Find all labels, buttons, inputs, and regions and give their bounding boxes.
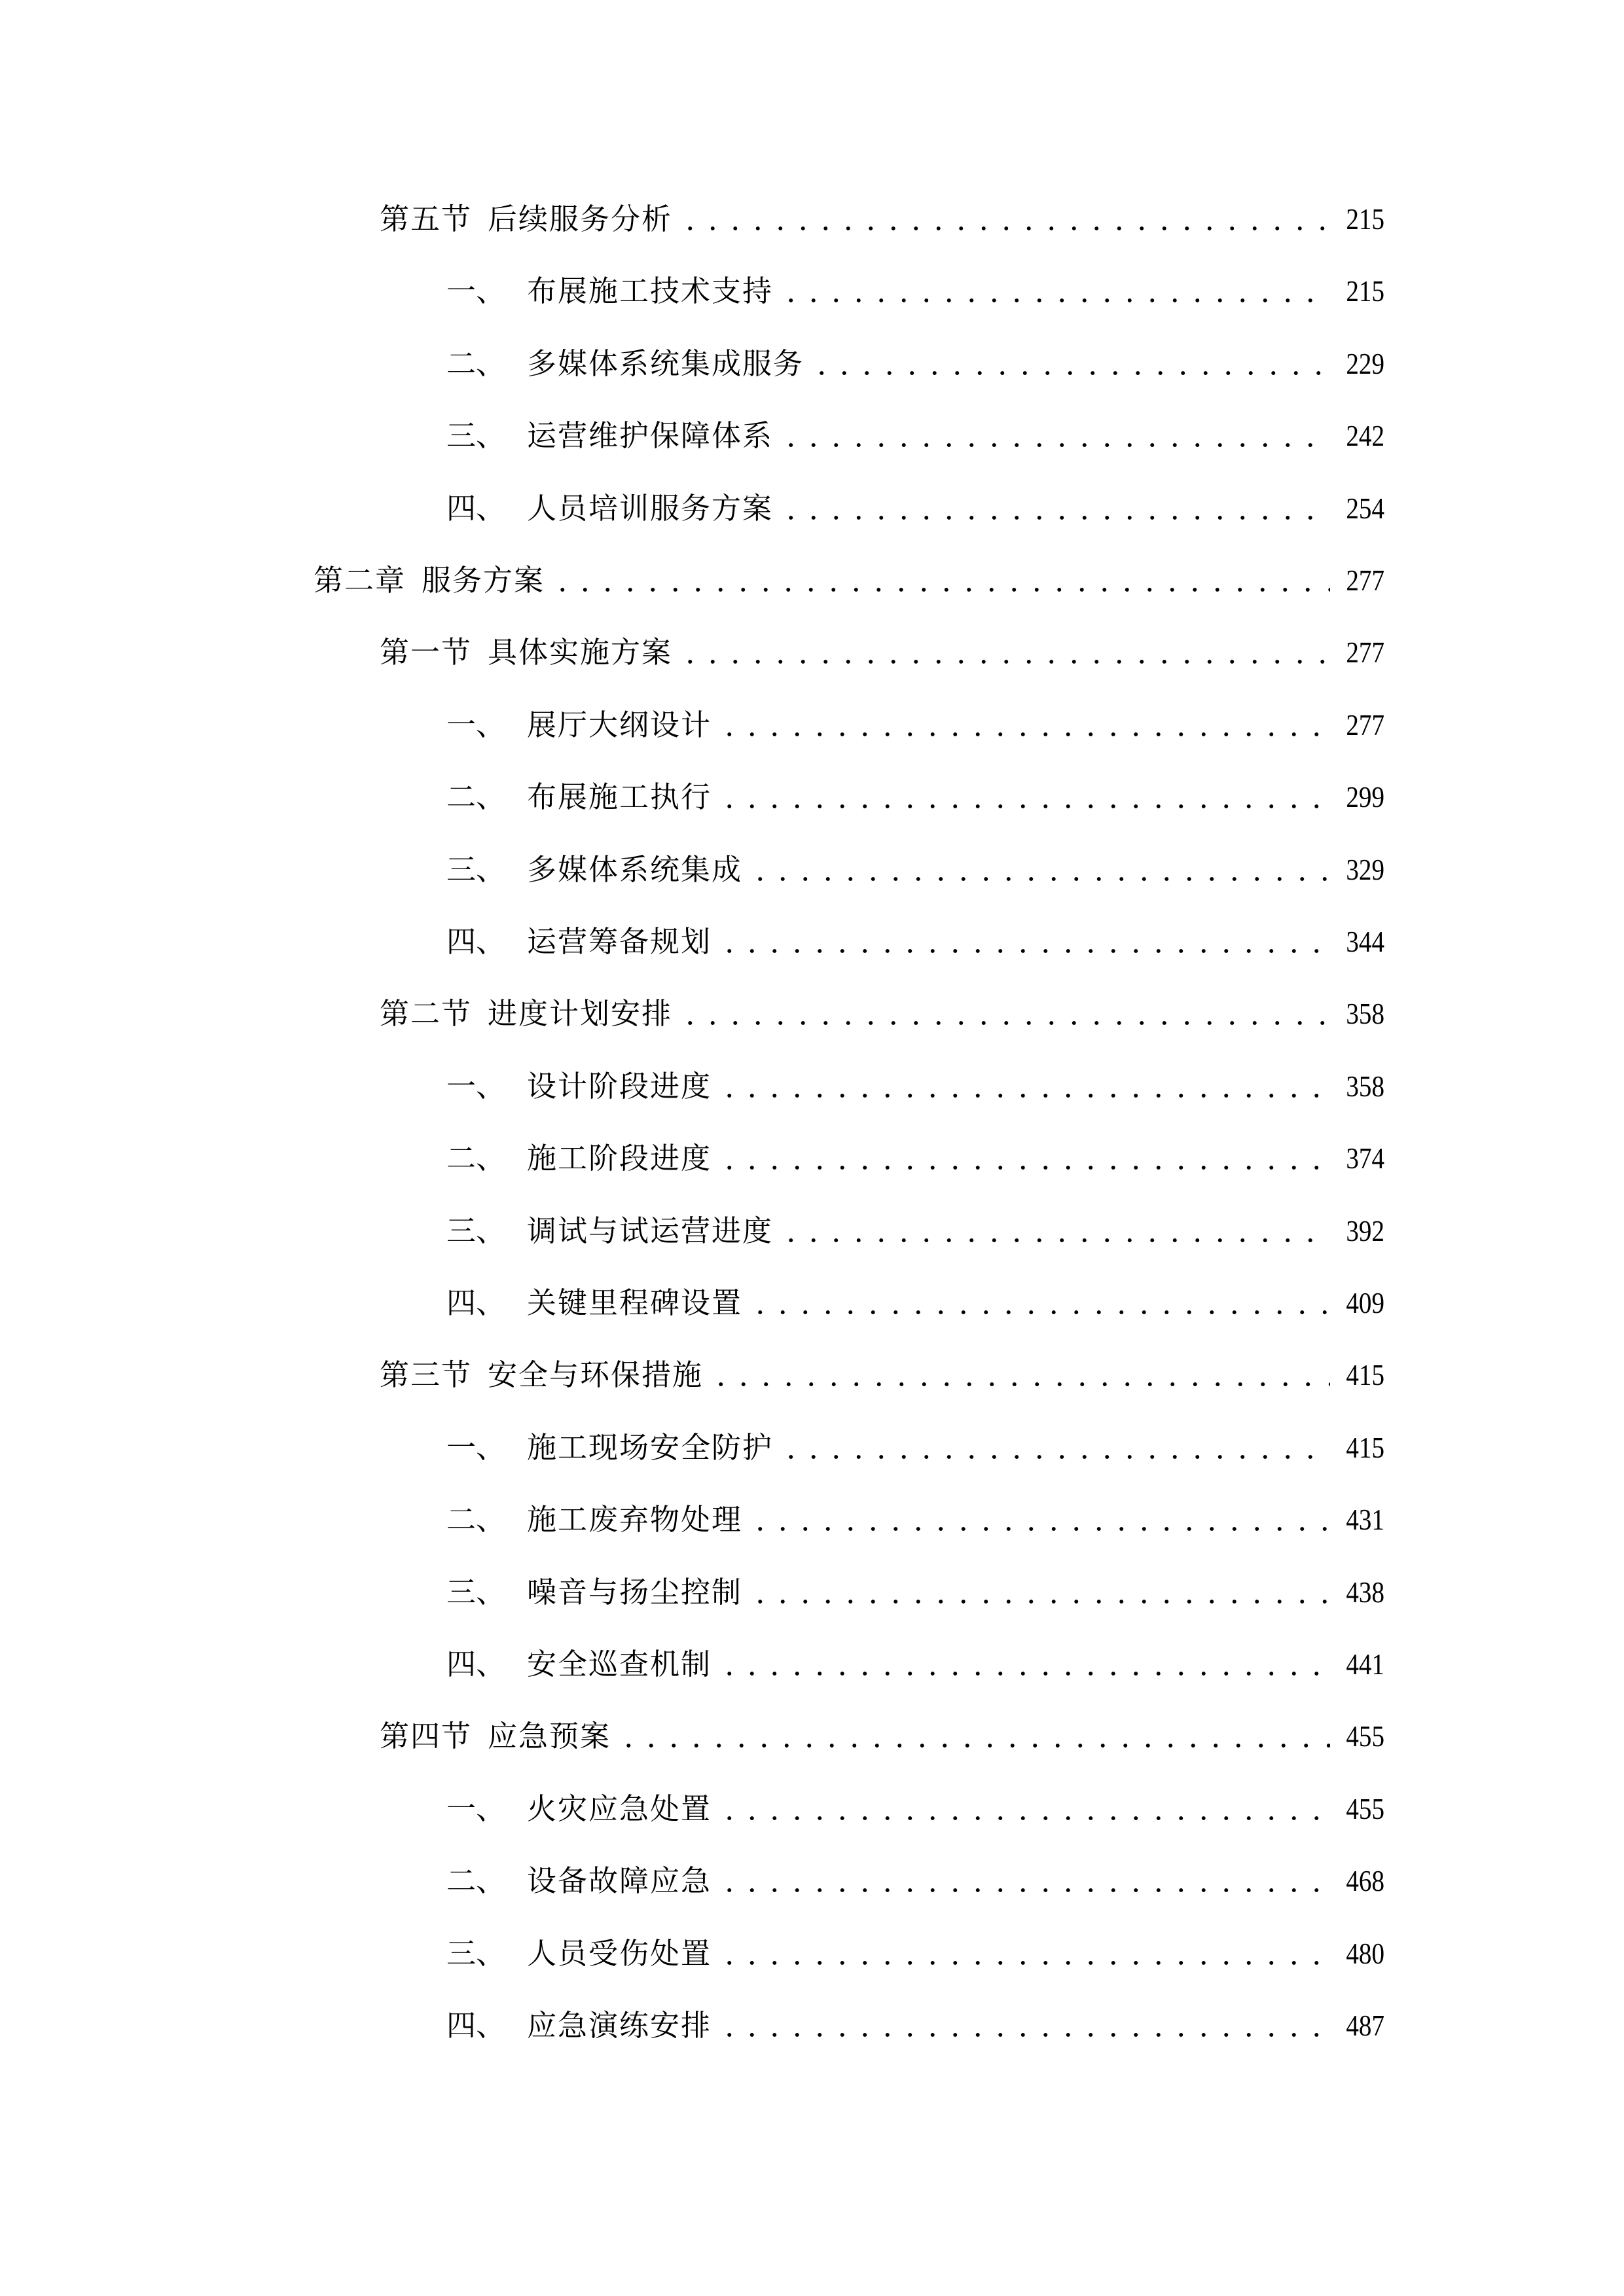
toc-entry-number: 三、 <box>446 1935 506 1971</box>
toc-entry-title: 具体实施方案 <box>488 635 673 670</box>
dot-leader <box>551 560 1330 601</box>
dot-leader <box>780 1210 1330 1252</box>
toc-page-number: 468 <box>1346 1864 1384 1898</box>
dot-leader <box>749 1282 1330 1324</box>
dot-leader <box>718 1138 1330 1179</box>
dot-leader <box>780 488 1330 529</box>
toc-entry-title: 设计阶段进度 <box>527 1068 712 1103</box>
toc-page-number: 415 <box>1346 1430 1384 1464</box>
toc-entry-title: 布展施工技术支持 <box>527 274 774 309</box>
dot-leader <box>780 270 1330 312</box>
toc-page-number: 277 <box>1346 636 1384 670</box>
dot-leader <box>718 1860 1330 1902</box>
toc-entry-number: 二、 <box>446 346 506 381</box>
dot-leader <box>749 849 1330 891</box>
dot-leader <box>718 921 1330 963</box>
dot-leader <box>718 1788 1330 1830</box>
toc-section-entry[interactable] <box>380 632 1384 673</box>
toc-section-entry[interactable] <box>380 1354 1384 1396</box>
toc-page-number: 277 <box>1346 708 1384 742</box>
dot-leader <box>718 2005 1330 2047</box>
toc-page-number: 409 <box>1346 1286 1384 1319</box>
toc-entry-number: 四、 <box>446 1285 506 1320</box>
toc-entry-number: 一、 <box>446 707 506 742</box>
toc-entry-title: 人员受伤处置 <box>527 1935 712 1971</box>
toc-page-number: 415 <box>1346 1358 1384 1392</box>
toc-entry-number: 一、 <box>446 1068 506 1103</box>
toc-item-entry[interactable] <box>446 704 1384 746</box>
toc-page-number: 480 <box>1346 1936 1384 1970</box>
toc-item-entry[interactable] <box>446 1427 1384 1469</box>
toc-entry-number: 一、 <box>446 274 506 309</box>
toc-page-number: 358 <box>1346 1069 1384 1103</box>
toc-entry-title: 施工现场安全防护 <box>527 1429 774 1465</box>
toc-entry-title: 布展施工执行 <box>527 780 712 815</box>
toc-entry-number: 一、 <box>446 1429 506 1465</box>
toc-page-number: 441 <box>1346 1647 1384 1681</box>
toc-entry-number: 第四节 <box>380 1719 473 1754</box>
toc-item-entry[interactable] <box>446 921 1384 963</box>
toc-entry-number: 二、 <box>446 1863 506 1899</box>
toc-chapter-entry[interactable] <box>314 560 1384 601</box>
toc-entry-title: 调试与试运营进度 <box>527 1213 774 1248</box>
dot-leader <box>718 704 1330 746</box>
toc-entry-title: 服务方案 <box>422 563 545 598</box>
toc-entry-title: 多媒体系统集成服务 <box>527 346 804 381</box>
dot-leader <box>749 1499 1330 1541</box>
toc-entry-title: 应急预案 <box>488 1719 611 1754</box>
toc-entry-number: 第五节 <box>380 202 473 236</box>
toc-section-entry[interactable] <box>380 198 1384 240</box>
toc-page-number: 215 <box>1346 202 1384 236</box>
dot-leader <box>679 632 1330 673</box>
toc-item-entry[interactable] <box>446 2005 1384 2047</box>
toc-entry-title: 运营筹备规划 <box>527 924 712 959</box>
toc-item-entry[interactable] <box>446 1933 1384 1975</box>
toc-entry-number: 三、 <box>446 1574 506 1609</box>
toc-entry-number: 第二节 <box>380 996 473 1031</box>
toc-entry-title: 多媒体系统集成 <box>527 852 743 887</box>
dot-leader <box>679 198 1330 240</box>
toc-entry-title: 后续服务分析 <box>488 202 673 236</box>
dot-leader <box>679 993 1330 1035</box>
toc-item-entry[interactable] <box>446 776 1384 818</box>
toc-page-number: 277 <box>1346 564 1384 597</box>
toc-entry-title: 进度计划安排 <box>488 996 673 1031</box>
toc-entry-title: 噪音与扬尘控制 <box>527 1574 743 1609</box>
toc-item-entry[interactable] <box>446 1860 1384 1902</box>
toc-page-number: 392 <box>1346 1213 1384 1247</box>
toc-page-number: 229 <box>1346 346 1384 380</box>
toc-entry-title: 安全巡查机制 <box>527 1647 712 1681</box>
toc-entry-number: 三、 <box>446 1213 506 1248</box>
toc-page-number: 215 <box>1346 274 1384 308</box>
toc-entry-number: 一、 <box>446 1791 506 1826</box>
toc-page-number: 358 <box>1346 997 1384 1031</box>
toc-entry-title: 展厅大纲设计 <box>527 707 712 742</box>
dot-leader <box>718 776 1330 818</box>
toc-entry-number: 四、 <box>446 2008 506 2043</box>
toc-item-entry[interactable] <box>446 1066 1384 1107</box>
toc-item-entry[interactable] <box>446 1571 1384 1613</box>
toc-section-entry[interactable] <box>380 993 1384 1035</box>
toc-entry-number: 第二章 <box>314 563 406 598</box>
toc-item-entry[interactable] <box>446 1138 1384 1179</box>
toc-page-number: 299 <box>1346 780 1384 814</box>
toc-page-number: 487 <box>1346 2009 1384 2042</box>
toc-section-entry[interactable] <box>380 1715 1384 1757</box>
toc-item-entry[interactable] <box>446 849 1384 891</box>
toc-item-entry[interactable] <box>446 488 1384 529</box>
toc-entry-title: 火灾应急处置 <box>527 1791 712 1826</box>
toc-item-entry[interactable] <box>446 1499 1384 1541</box>
toc-entry-number: 二、 <box>446 780 506 815</box>
dot-leader <box>780 415 1330 457</box>
dot-leader <box>718 1643 1330 1685</box>
toc-page-number: 374 <box>1346 1141 1384 1175</box>
toc-page-number: 431 <box>1346 1503 1384 1537</box>
toc-page-number: 329 <box>1346 852 1384 886</box>
toc-entry-title: 施工废弃物处理 <box>527 1502 743 1537</box>
toc-entry-number: 三、 <box>446 418 506 454</box>
toc-page-number: 438 <box>1346 1575 1384 1609</box>
dot-leader <box>718 1933 1330 1975</box>
toc-entry-number: 四、 <box>446 490 506 526</box>
dot-leader <box>617 1715 1330 1757</box>
toc-page-number: 455 <box>1346 1791 1384 1825</box>
toc-page-number: 344 <box>1346 925 1384 958</box>
toc-item-entry[interactable] <box>446 270 1384 312</box>
toc-entry-title: 关键里程碑设置 <box>527 1285 743 1320</box>
toc-entry-title: 人员培训服务方案 <box>527 490 774 526</box>
toc-entry-number: 二、 <box>446 1502 506 1537</box>
toc-page-number: 254 <box>1346 491 1384 525</box>
toc-item-entry[interactable] <box>446 343 1384 385</box>
toc-entry-number: 三、 <box>446 852 506 887</box>
toc-item-entry[interactable] <box>446 1282 1384 1324</box>
toc-entry-title: 安全与环保措施 <box>488 1357 704 1393</box>
toc-entry-number: 第三节 <box>380 1357 473 1393</box>
toc-page-number: 242 <box>1346 419 1384 453</box>
toc-item-entry[interactable] <box>446 415 1384 457</box>
dot-leader <box>749 1571 1330 1613</box>
toc-item-entry[interactable] <box>446 1210 1384 1252</box>
toc-entry-title: 设备故障应急 <box>527 1863 712 1899</box>
dot-leader <box>710 1354 1330 1396</box>
toc-item-entry[interactable] <box>446 1788 1384 1830</box>
toc-entry-title: 应急演练安排 <box>527 2008 712 2043</box>
toc-item-entry[interactable] <box>446 1643 1384 1685</box>
toc-entry-number: 二、 <box>446 1141 506 1176</box>
dot-leader <box>780 1427 1330 1469</box>
toc-entry-number: 第一节 <box>380 635 473 670</box>
dot-leader <box>810 343 1330 385</box>
dot-leader <box>718 1066 1330 1107</box>
toc-entry-number: 四、 <box>446 1647 506 1681</box>
toc-entry-number: 四、 <box>446 924 506 959</box>
toc-entry-title: 施工阶段进度 <box>527 1141 712 1176</box>
toc-page-number: 455 <box>1346 1719 1384 1753</box>
toc-entry-title: 运营维护保障体系 <box>527 418 774 454</box>
